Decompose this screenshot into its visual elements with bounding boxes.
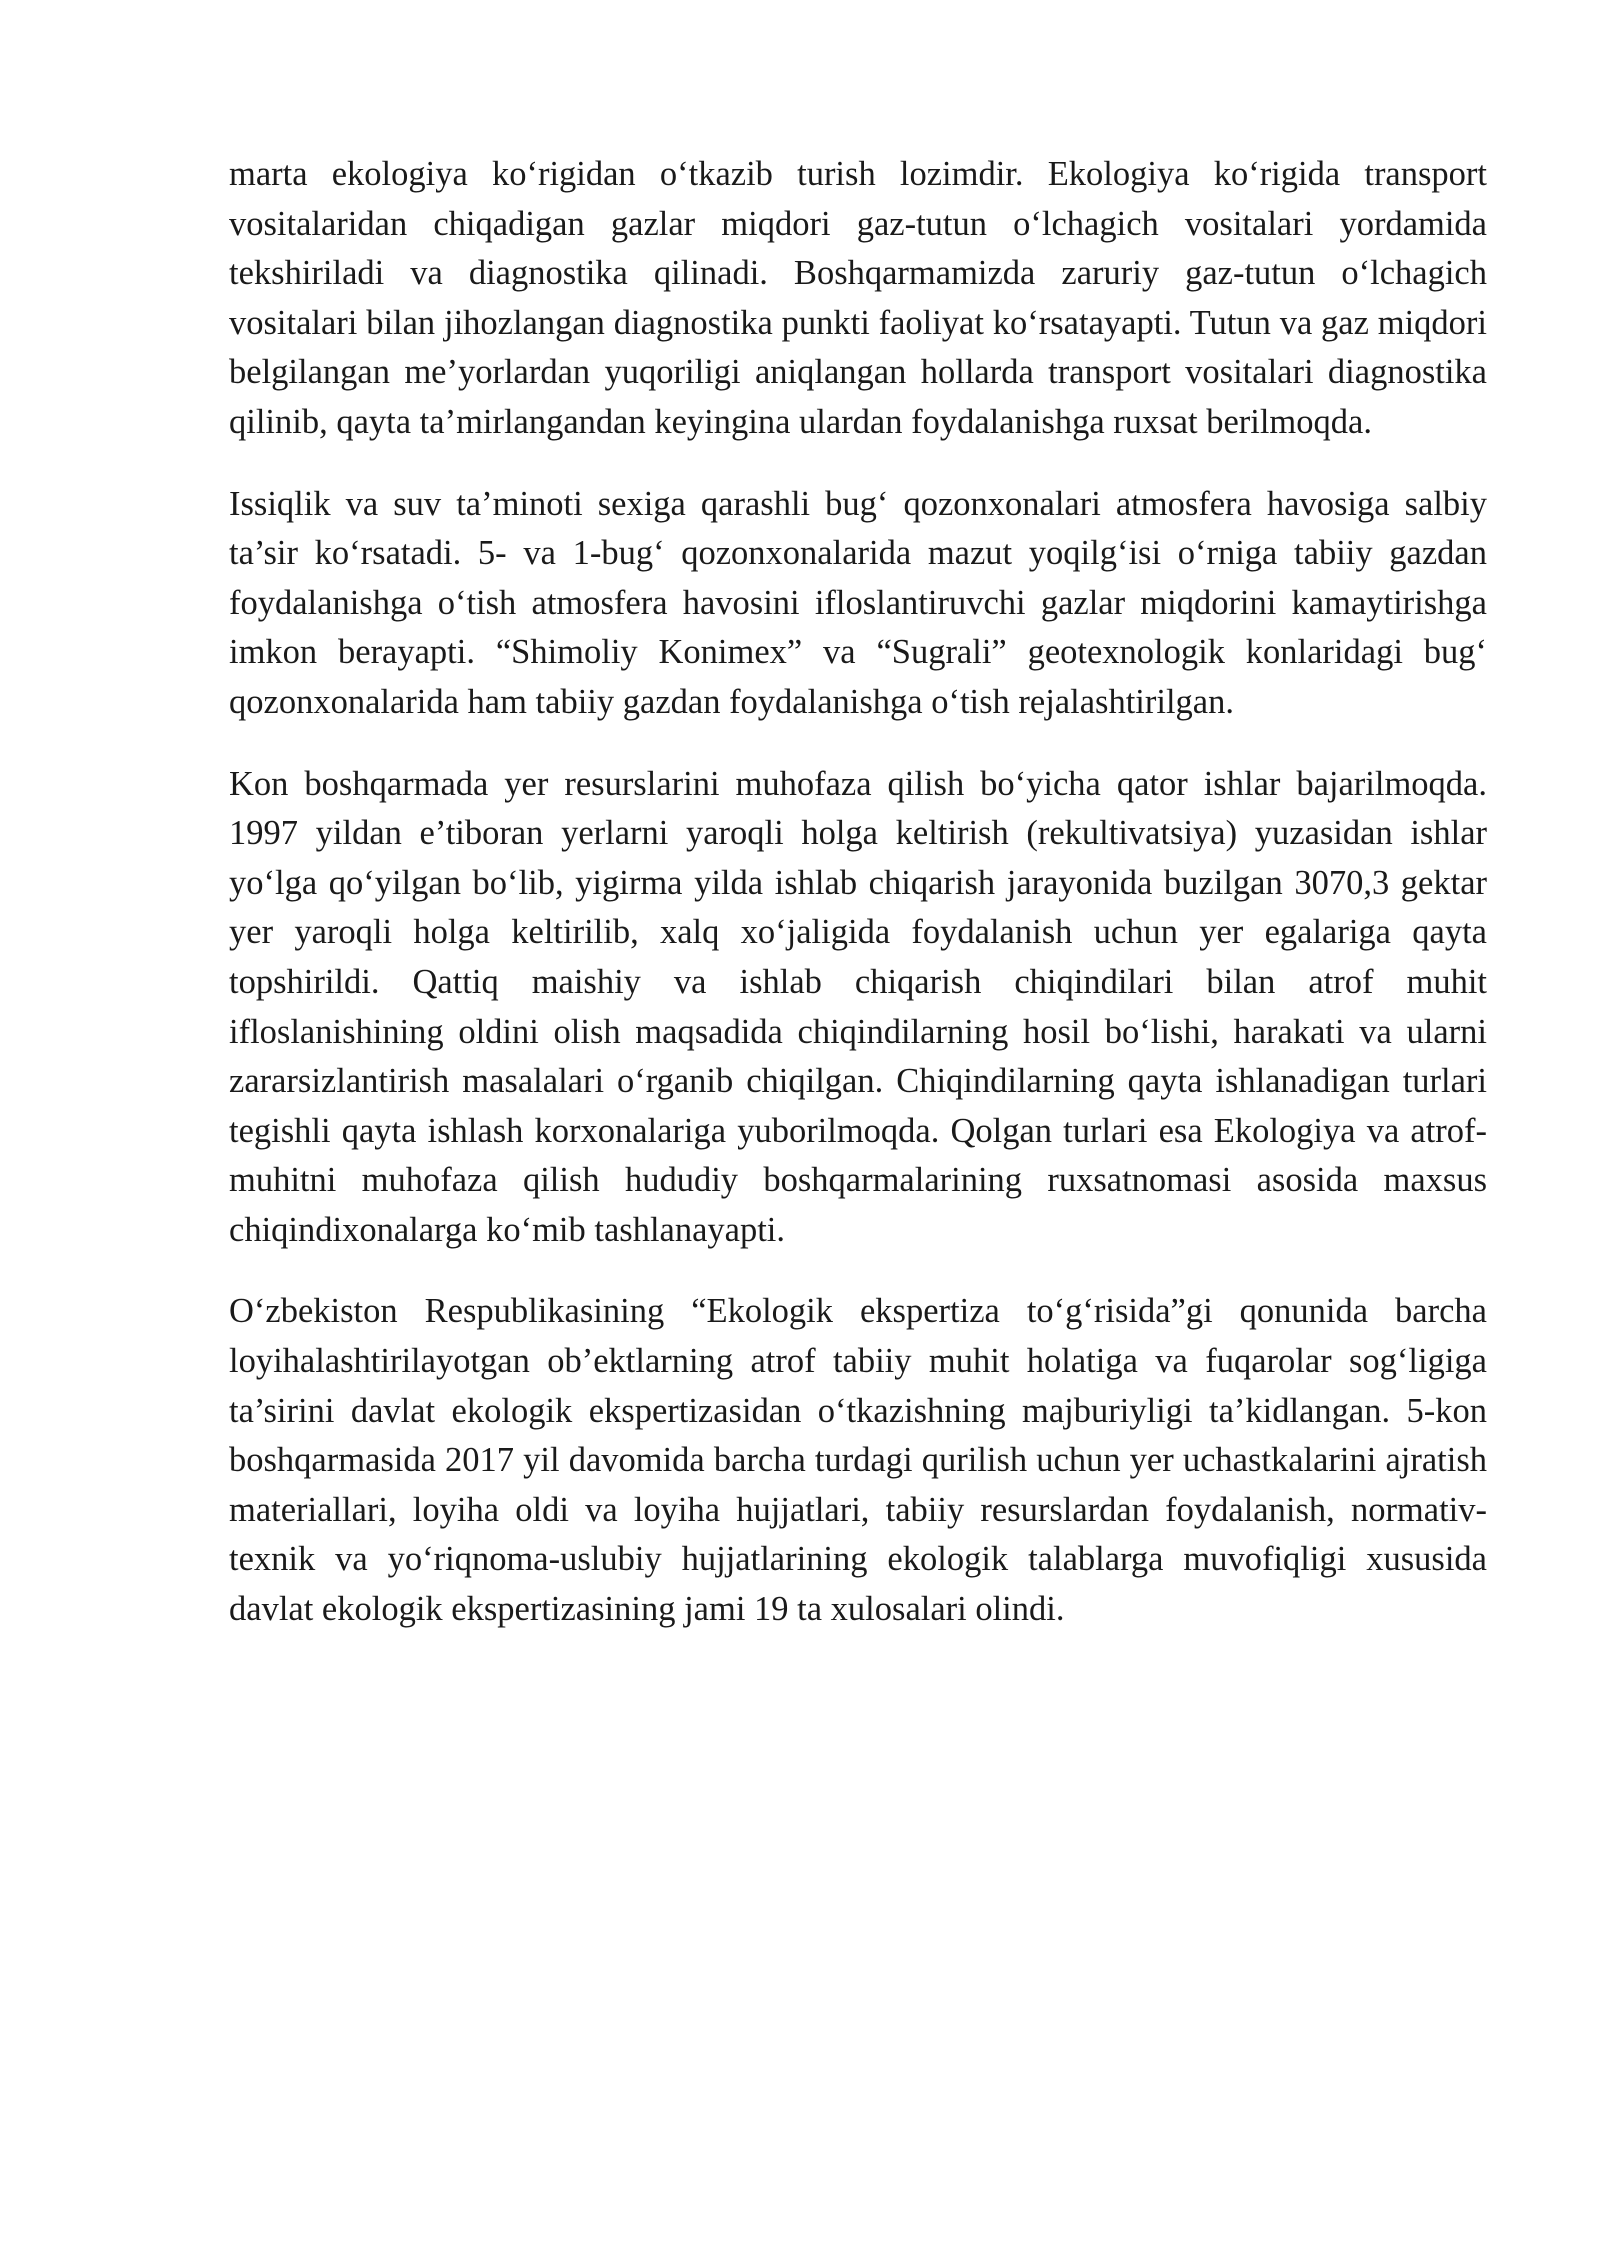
paragraph-land-resources: Kon boshqarmada yer resurslarini muhofaza qilish bo‘yicha qator ishlar bajarilmoqda. 1997 yildan e’tiboran yerlarni yaroqli holga keltirish (rekultivatsiya) yuzasidan ishlar yo‘lga qo‘yilgan bo‘lib, yigirma yilda ishlab chiqarish jarayonida buzilgan 3070,3 gektar yer yaroqli holga keltirilib, xalq xo‘jaligida foydalanish uchun yer egalariga qayta topshirildi. Qattiq maishiy va ishlab chiqarish chiqindilari bilan atrof muhit ifloslanishining oldini olish maqsadida chiqindilarning hosil bo‘lishi, harakati va ularni zararsizlantirish masalalari o‘rganib chiqilgan. Chiqindilarning qayta ishlanadigan turlari tegishli qayta ishlash korxonalariga yuborilmoqda. Qolgan turlari esa Ekologiya va atrof-muhitni muhofaza qilish hududiy boshqarmalarining ruxsatnomasi asosida maxsus chiqindixonalarga ko‘mib tashlanayapti.: [229, 764, 1487, 1249]
document-body: [229, 150, 1487, 1667]
paragraph-vehicle-emissions: marta ekologiya ko‘rigidan o‘tkazib turish lozimdir. Ekologiya ko‘rigida transport vositalaridan chiqadigan gazlar miqdori gaz-tutun o‘lchagich vositalari yordamida tekshiriladi va diagnostika qilinadi. Boshqarmamizda zaruriy gaz-tutun o‘lchagich vositalari bilan jihozlangan diagnostika punkti faoliyat ko‘rsatayapti. Tutun va gaz miqdori belgilangan me’yorlardan yuqoriligi aniqlangan hollarda transport vositalari diagnostika qilinib, qayta ta’mirlangandan keyingina ulardan foydalanishga ruxsat berilmoqda.: [229, 155, 1487, 441]
paragraph-boiler-houses: Issiqlik va suv ta’minoti sexiga qarashli bug‘ qozonxonalari atmosfera havosiga salbiy ta’sir ko‘rsatadi. 5- va 1-bug‘ qozonxonalarida mazut yoqilg‘isi o‘rniga tabiiy gazdan foydalanishga o‘tish atmosfera havosini ifloslantiruvchi gazlar miqdorini kamaytirishga imkon berayapti. “Shimoliy Konimex” va “Sugrali” geotexnologik konlaridagi bug‘ qozonxonalarida ham tabiiy gazdan foydalanishga o‘tish rejalashtirilgan.: [229, 484, 1487, 721]
paragraph-ecological-expertise: O‘zbekiston Respublikasining “Ekologik ekspertiza to‘g‘risida”gi qonunida barcha loyihalashtirilayotgan ob’ektlarning atrof tabiiy muhit holatiga va fuqarolar sog‘ligiga ta’sirini davlat ekologik ekspertizasidan o‘tkazishning majburiyligi ta’kidlangan. 5-kon boshqarmasida 2017 yil davomida barcha turdagi qurilish uchun yer uchastkalarini ajratish materiallari, loyiha oldi va loyiha hujjatlari, tabiiy resurslardan foydalanish, normativ-texnik va yo‘riqnoma-uslubiy hujjatlarining ekologik talablarga muvofiqligi xususida davlat ekologik ekspertizasining jami 19 ta xulosalari olindi.: [229, 1292, 1487, 1629]
